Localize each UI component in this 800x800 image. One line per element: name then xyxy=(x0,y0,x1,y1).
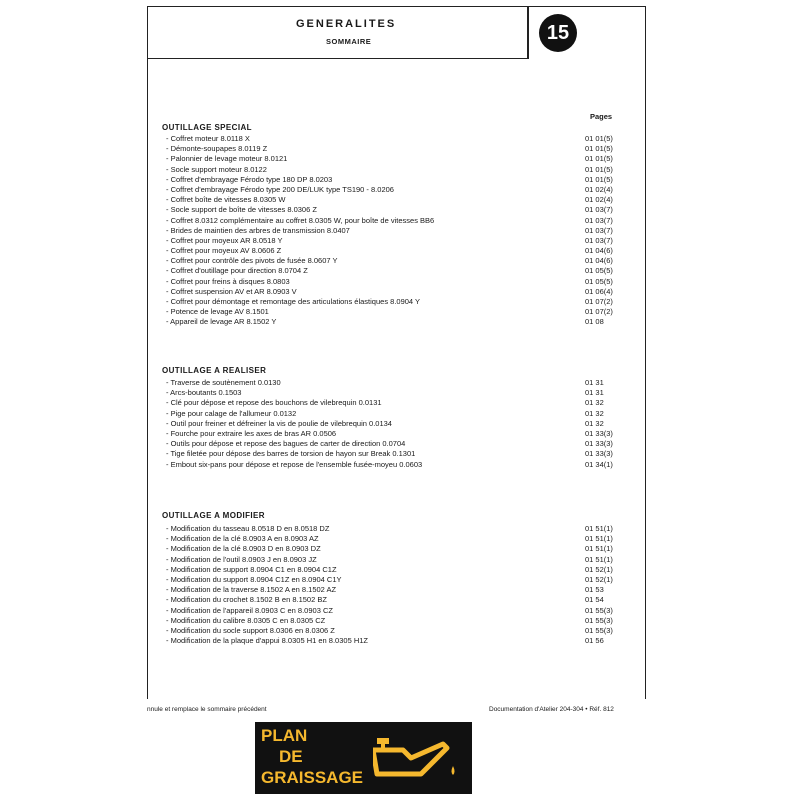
item-page-number: 01 06(4) xyxy=(585,286,613,296)
item-label: - Tige filetée pour dépose des barres de torsion de hayon sur Break 0.1301 xyxy=(166,449,416,459)
item-page-number: 01 52(1) xyxy=(585,564,613,574)
item-label: - Modification du tasseau 8.0518 D en 8.0518 DZ xyxy=(166,524,330,533)
list-item xyxy=(166,185,636,195)
item-label: - Modification du support 8.0904 C1Z en 8.0904 C1Y xyxy=(166,574,342,584)
list-item xyxy=(166,534,636,544)
item-page-number: 01 32 xyxy=(585,398,604,408)
item-label: - Palonnier de levage moteur 8.0121 xyxy=(166,154,288,164)
list-item xyxy=(166,277,636,287)
list-item xyxy=(166,165,636,175)
list-item xyxy=(166,595,636,605)
item-page-number: 01 55(3) xyxy=(585,615,613,625)
item-label: - Embout six-pans pour dépose et repose de l'ensemble fusée-moyeu 0.0603 xyxy=(166,459,423,469)
list-item xyxy=(166,195,636,205)
item-page-number: 01 04(6) xyxy=(585,256,613,266)
list-item xyxy=(166,317,636,327)
list-item xyxy=(166,429,636,439)
item-page-number: 01 54 xyxy=(585,595,604,605)
item-label: - Fourche pour extraire les axes de bras AR 0.0506 xyxy=(166,428,337,438)
item-page-number: 01 55(3) xyxy=(585,625,613,635)
item-label: - Outil pour freiner et défreiner la vis de poulie de vilebrequin 0.0134 xyxy=(166,418,392,428)
list-item xyxy=(166,144,636,154)
item-label: - Coffret pour moyeux AV 8.0606 Z xyxy=(166,246,282,256)
item-page-number: 01 01(5) xyxy=(585,154,613,164)
item-page-number: 01 01(5) xyxy=(585,144,613,154)
item-page-number: 01 03(7) xyxy=(585,215,613,225)
item-label: - Modification de l'appareil 8.0903 C en 8.0903 CZ xyxy=(166,605,333,615)
item-label: - Coffret 8.0312 complémentaire au coffret 8.0305 W, pour boîte de vitesses BB6 xyxy=(166,215,435,225)
item-label: - Modification de la plaque d'appui 8.0305 H1 en 8.0305 H1Z xyxy=(166,636,368,646)
item-label: - Modification du crochet 8.1502 B en 8.1502 BZ xyxy=(166,595,327,605)
list-item xyxy=(166,266,636,276)
list-item xyxy=(166,460,636,470)
item-label: - Coffret d'embrayage Férodo type 200 DE/LUK type TS190 - 8.0206 xyxy=(166,184,394,194)
item-label: - Démonte-soupapes 8.0119 Z xyxy=(166,144,268,154)
list-item xyxy=(166,409,636,419)
list-item xyxy=(166,205,636,215)
item-page-number: 01 33(3) xyxy=(585,439,613,449)
item-label: - Coffret boîte de vitesses 8.0305 W xyxy=(166,195,286,205)
item-label: - Modification du socle support 8.0306 en 8.0306 Z xyxy=(166,625,335,635)
list-item xyxy=(166,626,636,636)
list-item xyxy=(166,378,636,388)
list-item xyxy=(166,236,636,246)
item-page-number: 01 32 xyxy=(585,418,604,428)
list-item xyxy=(166,398,636,408)
item-page-number: 01 34(1) xyxy=(585,459,613,469)
item-label: - Modification de support 8.0904 C1 en 8.0904 C1Z xyxy=(166,564,337,574)
list-item xyxy=(166,585,636,595)
list-item xyxy=(166,575,636,585)
item-label: - Brides de maintien des arbres de transmission 8.0407 xyxy=(166,225,350,235)
page-title: GENERALITES xyxy=(296,18,397,30)
item-page-number: 01 51(1) xyxy=(585,534,613,544)
item-page-number: 01 51(1) xyxy=(585,524,613,533)
section-title-outillage-a-modifier: OUTILLAGE A MODIFIER xyxy=(162,511,265,520)
list-item xyxy=(166,616,636,626)
item-label: - Modification de l'outil 8.0903 J en 8.0903 JZ xyxy=(166,554,317,564)
item-label: - Socle support de boîte de vitesses 8.0306 Z xyxy=(166,205,317,215)
oil-can-icon xyxy=(373,730,469,790)
item-label: - Modification de la traverse 8.1502 A en 8.1502 AZ xyxy=(166,585,337,595)
item-label: - Coffret d'outillage pour direction 8.0704 Z xyxy=(166,266,308,276)
item-page-number: 01 51(1) xyxy=(585,544,613,554)
logo-text-plan: PLAN xyxy=(261,726,308,745)
section-list-outillage-special xyxy=(166,134,636,328)
section-list-outillage-a-realiser xyxy=(166,378,636,470)
item-page-number: 01 08 xyxy=(585,317,604,327)
item-label: - Socle support moteur 8.0122 xyxy=(166,164,267,174)
item-label: - Outils pour dépose et repose des bagues de carter de direction 0.0704 xyxy=(166,439,406,449)
item-label: - Potence de levage AV 8.1501 xyxy=(166,307,269,317)
list-item xyxy=(166,524,636,534)
item-page-number: 01 51(1) xyxy=(585,554,613,564)
list-item xyxy=(166,606,636,616)
item-page-number: 01 03(7) xyxy=(585,205,613,215)
list-item xyxy=(166,256,636,266)
title-box xyxy=(147,6,527,59)
list-item xyxy=(166,287,636,297)
item-page-number: 01 33(3) xyxy=(585,449,613,459)
item-label: - Coffret pour moyeux AR 8.0518 Y xyxy=(166,235,283,245)
list-item xyxy=(166,636,636,646)
item-label: - Coffret pour contrôle des pivots de fusée 8.0607 Y xyxy=(166,256,338,266)
page-subtitle: SOMMAIRE xyxy=(326,37,372,46)
list-item xyxy=(166,297,636,307)
item-label: - Arcs-boutants 0.1503 xyxy=(166,388,242,398)
item-label: - Traverse de soutènement 0.0130 xyxy=(166,378,281,387)
list-item xyxy=(166,216,636,226)
item-page-number: 01 04(6) xyxy=(585,246,613,256)
logo-text-de: DE xyxy=(279,747,303,766)
item-label: - Coffret pour démontage et remontage des articulations élastiques 8.0904 Y xyxy=(166,297,421,306)
title-divider xyxy=(527,6,529,59)
item-label: - Coffret moteur 8.0118 X xyxy=(166,134,250,143)
item-page-number: 01 02(4) xyxy=(585,184,613,194)
item-page-number: 01 33(3) xyxy=(585,428,613,438)
chapter-badge: 15 xyxy=(539,14,577,52)
list-item xyxy=(166,555,636,565)
item-label: - Modification du calibre 8.0305 C en 8.0305 CZ xyxy=(166,615,326,625)
list-item xyxy=(166,307,636,317)
list-item xyxy=(166,175,636,185)
item-page-number: 01 01(5) xyxy=(585,134,613,143)
item-label: - Pige pour calage de l'allumeur 0.0132 xyxy=(166,408,297,418)
section-title-outillage-a-realiser: OUTILLAGE A REALISER xyxy=(162,366,267,375)
item-page-number: 01 01(5) xyxy=(585,174,613,184)
list-item xyxy=(166,449,636,459)
list-item xyxy=(166,154,636,164)
item-label: - Coffret suspension AV et AR 8.0903 V xyxy=(166,286,297,296)
item-page-number: 01 05(5) xyxy=(585,276,613,286)
item-page-number: 01 32 xyxy=(585,408,604,418)
list-item xyxy=(166,439,636,449)
item-page-number: 01 07(2) xyxy=(585,297,613,306)
list-item xyxy=(166,226,636,236)
item-page-number: 01 03(7) xyxy=(585,225,613,235)
item-label: - Appareil de levage AR 8.1502 Y xyxy=(166,317,277,327)
item-page-number: 01 07(2) xyxy=(585,307,613,317)
item-label: - Modification de la clé 8.0903 A en 8.0903 AZ xyxy=(166,534,319,544)
plan-de-graissage-logo[interactable] xyxy=(255,722,472,794)
item-label: - Coffret d'embrayage Férodo type 180 DP 8.0203 xyxy=(166,174,333,184)
footer-note: nnule et remplace le sommaire précédent xyxy=(147,706,267,713)
list-item xyxy=(166,419,636,429)
item-page-number: 01 53 xyxy=(585,585,604,595)
pages-column-header: Pages xyxy=(590,112,613,121)
item-label: - Clé pour dépose et repose des bouchons de vilebrequin 0.0131 xyxy=(166,398,382,408)
item-label: - Modification de la clé 8.0903 D en 8.0903 DZ xyxy=(166,544,321,554)
item-label: - Coffret pour freins à disques 8.0803 xyxy=(166,276,290,286)
footer-reference: Documentation d'Atelier 204-304 • Réf. 812 xyxy=(489,706,614,713)
list-item xyxy=(166,544,636,554)
item-page-number: 01 05(5) xyxy=(585,266,613,276)
list-item xyxy=(166,388,636,398)
logo-text-graissage: GRAISSAGE xyxy=(261,768,364,787)
list-item xyxy=(166,246,636,256)
list-item xyxy=(166,565,636,575)
item-page-number: 01 52(1) xyxy=(585,574,613,584)
list-item xyxy=(166,134,636,144)
item-page-number: 01 03(7) xyxy=(585,235,613,245)
item-page-number: 01 02(4) xyxy=(585,195,613,205)
section-list-outillage-a-modifier xyxy=(166,524,636,646)
item-page-number: 01 01(5) xyxy=(585,164,613,174)
item-page-number: 01 55(3) xyxy=(585,605,613,615)
item-page-number: 01 31 xyxy=(585,378,604,387)
section-title-outillage-special: OUTILLAGE SPECIAL xyxy=(162,123,252,132)
item-page-number: 01 31 xyxy=(585,388,604,398)
item-page-number: 01 56 xyxy=(585,636,604,646)
